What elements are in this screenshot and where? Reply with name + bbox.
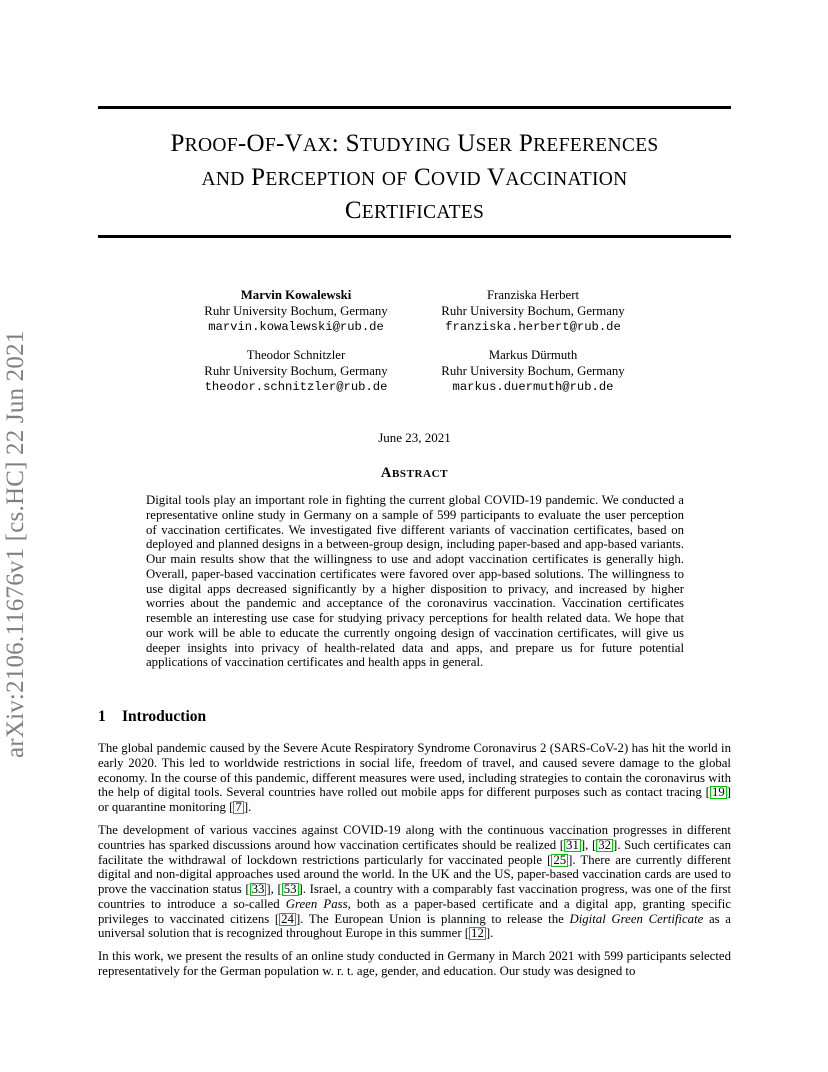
- title-initial: P: [170, 130, 185, 157]
- title-initial: O: [246, 130, 265, 157]
- citation-link[interactable]: 12: [471, 926, 484, 941]
- title-smallcaps: TUDYING: [359, 135, 451, 156]
- citation-link[interactable]: 19: [711, 785, 725, 800]
- publication-date: June 23, 2021: [378, 430, 451, 445]
- title-initial: P: [518, 130, 534, 157]
- title-initial: S: [345, 130, 360, 157]
- author-block-2: [413, 287, 653, 335]
- abstract-heading: [98, 465, 731, 482]
- title-initial: U: [457, 130, 476, 157]
- arxiv-identifier: arXiv:2106.11676v1 [cs.HC] 22 Jun 2021: [2, 330, 29, 758]
- citation-link[interactable]: 24: [281, 911, 294, 926]
- author-block-1: [176, 287, 416, 335]
- section-heading: [98, 708, 206, 726]
- author-affiliation: Ruhr University Bochum, Germany: [441, 364, 625, 378]
- title-smallcaps: AND: [201, 168, 245, 190]
- title-smallcaps: REFERENCES: [533, 135, 659, 156]
- title-smallcaps: ROOF: [184, 135, 238, 156]
- title-line-3: [98, 195, 731, 229]
- author-block-3: [176, 347, 416, 395]
- title-smallcaps: ACCINATION: [505, 168, 628, 190]
- section-number: 1: [98, 708, 106, 725]
- title-text: :: [331, 130, 346, 157]
- abstract-heading-rest: BSTRACT: [391, 468, 449, 480]
- body-paragraph: The development of various vaccines against COVID-19 along with the continuous vaccination progresses in different countries has sparked discussions around how vaccination certificates should be realized [ 31 ], [ 32 ]. Such certificates can facilitate the withdrawal of lockdown restrictions particularly for vaccinated people [ 25 ]. There are currently different digital and non-digital approaches used around the world. In the UK and the US, paper-based vaccination cards are used to prove the vaccination status [ 33 ], [ 53 ]. Israel, a country with a comparably fast vaccination progress, was one of the first countries to introduce a so-called Green Pass, both as a paper-based certificate and a digital app, granting specific privileges to vaccinated citizens [ 24 ]. The European Union is planning to release the Digital Green Certificate as a universal solution that is recognized throughout Europe in this summer [ 12 ].: [98, 823, 731, 941]
- author-email[interactable]: markus.duermuth@rub.de: [452, 380, 614, 394]
- author-name: Markus Dürmuth: [488, 348, 578, 362]
- title-rule-top: [98, 106, 731, 109]
- title-text: -: [237, 130, 247, 157]
- citation-link[interactable]: 32: [598, 837, 612, 852]
- author-affiliation: Ruhr University Bochum, Germany: [441, 304, 625, 318]
- citation-link[interactable]: 25: [553, 852, 567, 867]
- title-smallcaps: ERTIFICATES: [361, 202, 485, 223]
- title-smallcaps: AX: [303, 135, 332, 156]
- abstract-heading-initial: A: [380, 465, 392, 481]
- citation-link[interactable]: 53: [283, 882, 297, 896]
- title-initial: P: [251, 163, 266, 191]
- author-block-4: [413, 347, 653, 395]
- emphasized-term: Green Pass: [285, 896, 348, 911]
- author-name: Theodor Schnitzler: [246, 348, 346, 362]
- title-smallcaps: OVID: [430, 168, 481, 190]
- title-line-1: [98, 128, 731, 162]
- title-initial: V: [284, 130, 304, 157]
- citation-link[interactable]: 33: [251, 882, 265, 896]
- title-initial: C: [413, 163, 431, 191]
- title-line-2: [98, 162, 731, 196]
- author-affiliation: Ruhr University Bochum, Germany: [204, 364, 388, 378]
- title-initial: C: [344, 197, 362, 224]
- citation-link[interactable]: 31: [566, 837, 579, 852]
- body-paragraph: The global pandemic caused by the Severe Acute Respiratory Syndrome Coronavirus 2 (SARS-CoV-2) has hit the world in early 2020. This led to worldwide restrictions in social life, freedom of travel, and caused severe damage to the global economy. In the course of this pandemic, different measures were used, including strategies to contain the coronavirus with the help of digital tools. Several countries have rolled out mobile apps for different purposes such as contact tracing [ 19 ] or quarantine monitoring [ 7 ].: [98, 741, 731, 814]
- emphasized-term: Digital Green Certificate: [569, 911, 704, 926]
- section-title: Introduction: [122, 708, 207, 725]
- title-text: -: [276, 130, 285, 157]
- citation-link[interactable]: 7: [235, 800, 242, 814]
- abstract-text: Digital tools play an important role in fighting the current global COVID-19 pandemic. We conducted a representative online study in Germany on a sample of 599 participants to evaluate the user perception of vaccination certificates. We investigated five different variants of vaccination certificates, based on deployed and planned designs in a between-group design, including paper-based and app-based variants. Our main results show that the willingness to use and adopt vaccination certificates is generally high. Overall, paper-based vaccination certificates were favored over app-based solutions. The willingness to use digital apps decreased significantly by a higher disposition to privacy, and increased by higher worries about the pandemic and acceptance of the coronavirus vaccination. Vaccination certificates resemble an interesting use case for studying privacy perceptions for health related data. We hope that our work will be able to educate the currently ongoing design of vaccination certificates, will give us deeper insights into privacy of health-related data and apps, and prepare us for future potential applications of vaccination certificates and health apps in general.: [146, 493, 684, 670]
- body-paragraph: In this work, we present the results of an online study conducted in Germany in March 2021 with 599 participants selected representatively for the German population w. r. t. age, gender, and education. Our study was designed to: [98, 949, 731, 978]
- title-smallcaps: F: [264, 135, 277, 156]
- title-smallcaps: OF: [381, 168, 408, 190]
- author-name: Marvin Kowalewski: [240, 288, 352, 302]
- author-name: Franziska Herbert: [486, 288, 580, 302]
- author-email[interactable]: marvin.kowalewski@rub.de: [208, 320, 384, 334]
- paper-title: [98, 128, 731, 229]
- author-email[interactable]: franziska.herbert@rub.de: [445, 320, 621, 334]
- author-affiliation: Ruhr University Bochum, Germany: [204, 304, 388, 318]
- title-smallcaps: SER: [475, 135, 513, 156]
- title-smallcaps: ERCEPTION: [265, 168, 376, 190]
- title-initial: V: [487, 163, 506, 191]
- title-rule-bottom: [98, 235, 731, 238]
- author-email[interactable]: theodor.schnitzler@rub.de: [204, 380, 388, 394]
